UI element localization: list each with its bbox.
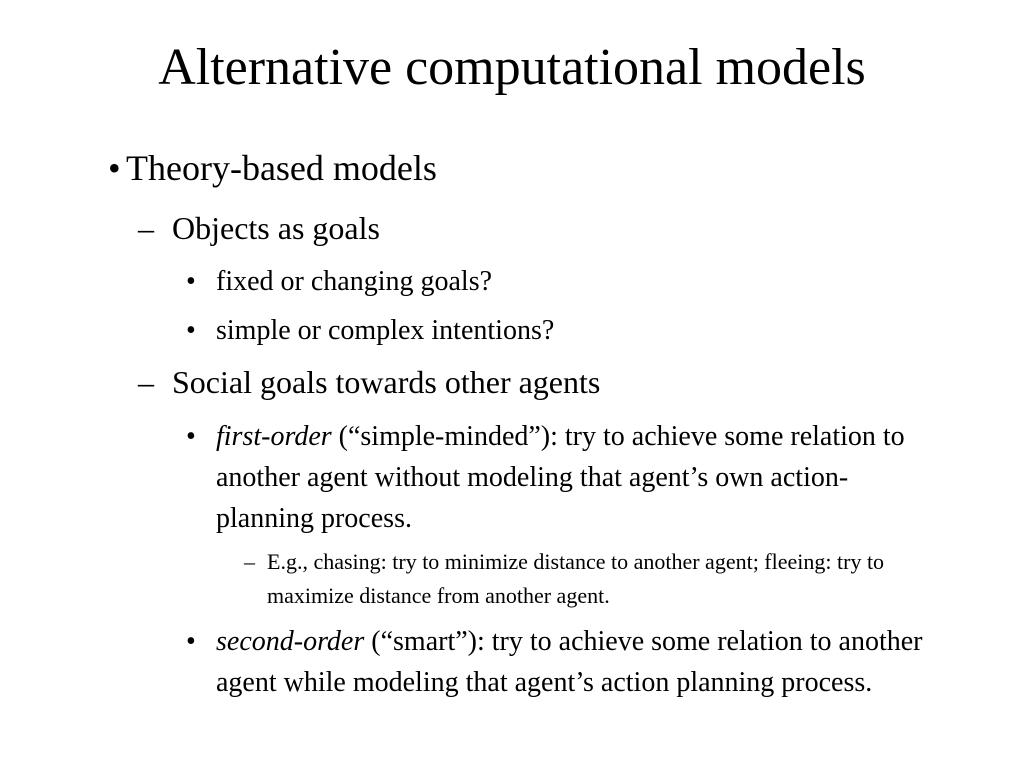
point-text bbox=[216, 621, 946, 703]
example-chasing-fleeing bbox=[244, 545, 924, 613]
term-first-order: first-order bbox=[216, 421, 332, 452]
slide-title: Alternative computational models bbox=[158, 39, 866, 96]
bullet-marker: • bbox=[108, 148, 121, 188]
example-text: E.g., chasing: try to minimize distance to another agent; fleeing: try to maximize distance from another agent. bbox=[267, 549, 885, 608]
bullet-item-theory-based-models bbox=[108, 148, 437, 188]
point-simple-or-complex-intentions bbox=[186, 310, 554, 351]
point-second-order bbox=[186, 621, 946, 703]
bullet-marker: • bbox=[186, 421, 196, 452]
point-fixed-or-changing-goals bbox=[186, 261, 492, 302]
point-text bbox=[216, 416, 926, 539]
point-body: (“simple-minded”): try to achieve some relation to another agent without modeling that agent’s own action-planning process. bbox=[216, 421, 905, 534]
sub-item-social-goals bbox=[138, 364, 600, 400]
bullet-text: Theory-based models bbox=[126, 148, 437, 188]
bullet-marker: • bbox=[186, 626, 196, 657]
point-body: (“smart”): try to achieve some relation to another agent while modeling that agent’s action planning process. bbox=[216, 626, 923, 698]
point-text: simple or complex intentions? bbox=[216, 315, 555, 346]
bullet-marker: • bbox=[186, 266, 196, 297]
sub-item-text: Objects as goals bbox=[172, 210, 380, 246]
bullet-marker: • bbox=[186, 315, 196, 346]
dash-marker: – bbox=[244, 549, 255, 574]
point-text: fixed or changing goals? bbox=[216, 266, 493, 297]
point-first-order bbox=[186, 416, 926, 539]
sub-item-text: Social goals towards other agents bbox=[172, 364, 601, 400]
term-second-order: second-order bbox=[216, 626, 365, 657]
dash-marker: – bbox=[138, 210, 154, 246]
sub-item-objects-as-goals bbox=[138, 210, 380, 246]
dash-marker: – bbox=[138, 364, 154, 400]
